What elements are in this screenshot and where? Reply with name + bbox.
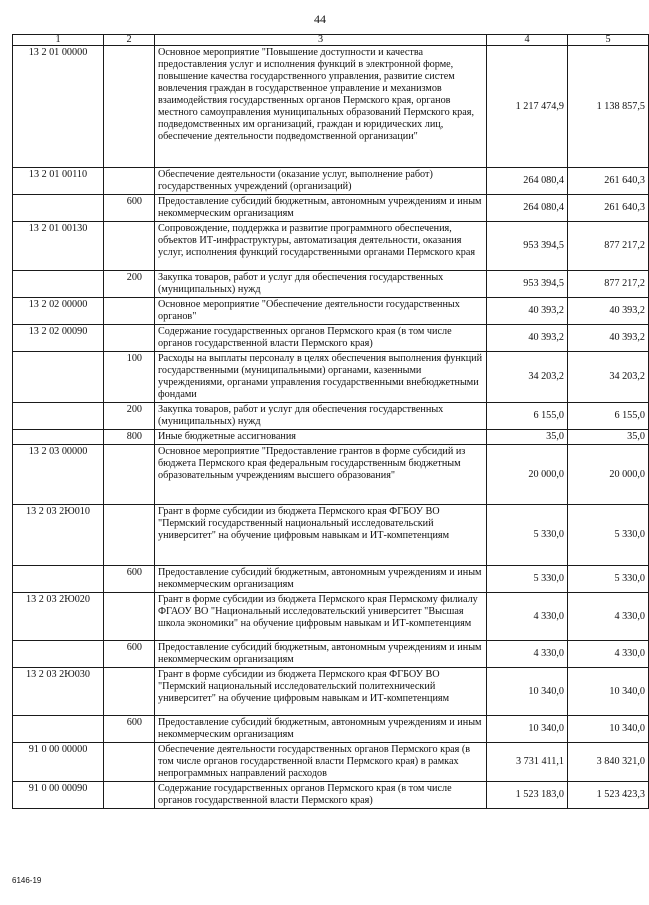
description-cell: Закупка товаров, работ и услуг для обеспечения государственных (муниципальных) нужд [155, 403, 487, 430]
table-row [13, 298, 649, 325]
type-cell [104, 222, 155, 271]
type-cell: 200 [104, 403, 155, 430]
description-cell: Предоставление субсидий бюджетным, автономным учреждениям и иным некоммерческим организациям [155, 641, 487, 668]
table-row [13, 168, 649, 195]
table-row [13, 445, 649, 505]
amount-2020-cell: 953 394,5 [487, 222, 568, 271]
amount-2021-cell: 20 000,0 [568, 445, 649, 505]
description-cell: Предоставление субсидий бюджетным, автономным учреждениям и иным некоммерческим организациям [155, 195, 487, 222]
code-cell: 13 2 03 2Ю030 [13, 668, 104, 716]
amount-2021-cell: 10 340,0 [568, 716, 649, 743]
amount-2020-cell: 40 393,2 [487, 325, 568, 352]
amount-2020-cell: 1 523 183,0 [487, 782, 568, 809]
table-row [13, 641, 649, 668]
code-cell: 13 2 01 00000 [13, 46, 104, 168]
description-cell: Расходы на выплаты персоналу в целях обеспечения выполнения функций государственными (муниципальными) органами, казенными учреждениями, органами управления государственными внебюджетными фондами [155, 352, 487, 403]
amount-2021-cell: 3 840 321,0 [568, 743, 649, 782]
table-row [13, 668, 649, 716]
description-cell: Обеспечение деятельности (оказание услуг, выполнение работ) государственных учреждений (организаций) [155, 168, 487, 195]
amount-2020-cell: 953 394,5 [487, 271, 568, 298]
amount-2021-cell: 1 138 857,5 [568, 46, 649, 168]
amount-2020-cell: 5 330,0 [487, 566, 568, 593]
amount-2020-cell: 5 330,0 [487, 505, 568, 566]
code-cell: 13 2 01 00130 [13, 222, 104, 271]
amount-2020-cell: 3 731 411,1 [487, 743, 568, 782]
code-cell [13, 195, 104, 222]
code-cell [13, 430, 104, 445]
table-row [13, 505, 649, 566]
type-cell: 200 [104, 271, 155, 298]
code-cell: 91 0 00 00000 [13, 743, 104, 782]
amount-2021-cell: 877 217,2 [568, 271, 649, 298]
code-cell: 13 2 03 2Ю020 [13, 593, 104, 641]
amount-2020-cell: 10 340,0 [487, 668, 568, 716]
code-cell: 91 0 00 00090 [13, 782, 104, 809]
code-cell [13, 352, 104, 403]
table-row [13, 593, 649, 641]
type-cell [104, 505, 155, 566]
amount-2020-cell: 40 393,2 [487, 298, 568, 325]
table-row [13, 222, 649, 271]
table-row [13, 271, 649, 298]
type-cell: 600 [104, 195, 155, 222]
column-header: 1 [13, 35, 104, 46]
description-cell: Основное мероприятие "Повышение доступности и качества предоставления услуг и исполнения функций в электронной форме, повышение качества государственного управления, развитие систем вовлечения граждан в государственное управление и механизмов взаимодействия государственных органов Пермского края, органов местного самоуправления муниципальных образований Пермского края, подведомственных им организаций, граждан и юридических лиц, обеспечение деятельности подведомственной организации" [155, 46, 487, 168]
amount-2020-cell: 1 217 474,9 [487, 46, 568, 168]
amount-2021-cell: 6 155,0 [568, 403, 649, 430]
description-cell: Грант в форме субсидии из бюджета Пермского края ФГБОУ ВО "Пермский национальный исследовательский политехнический университет" на обучение цифровым навыкам и ИТ-компетенциям [155, 668, 487, 716]
amount-2020-cell: 34 203,2 [487, 352, 568, 403]
amount-2020-cell: 4 330,0 [487, 593, 568, 641]
amount-2021-cell: 5 330,0 [568, 505, 649, 566]
type-cell [104, 668, 155, 716]
type-cell: 600 [104, 716, 155, 743]
description-cell: Иные бюджетные ассигнования [155, 430, 487, 445]
type-cell [104, 168, 155, 195]
amount-2021-cell: 1 523 423,3 [568, 782, 649, 809]
type-cell: 100 [104, 352, 155, 403]
type-cell [104, 298, 155, 325]
budget-table [12, 34, 649, 809]
code-cell [13, 403, 104, 430]
description-cell: Основное мероприятие "Обеспечение деятельности государственных органов" [155, 298, 487, 325]
table-row [13, 195, 649, 222]
table-row [13, 782, 649, 809]
amount-2021-cell: 261 640,3 [568, 195, 649, 222]
description-cell: Предоставление субсидий бюджетным, автономным учреждениям и иным некоммерческим организациям [155, 716, 487, 743]
amount-2021-cell: 34 203,2 [568, 352, 649, 403]
description-cell: Грант в форме субсидии из бюджета Пермского края Пермскому филиалу ФГАОУ ВО "Национальный исследовательский университет "Высшая школа экономики" на обучение цифровым навыкам и ИТ-компетенциям [155, 593, 487, 641]
amount-2021-cell: 877 217,2 [568, 222, 649, 271]
type-cell: 600 [104, 641, 155, 668]
description-cell: Основное мероприятие "Предоставление грантов в форме субсидий из бюджета Пермского края федеральным государственным бюджетным образовательным учреждениям высшего образования" [155, 445, 487, 505]
table-row [13, 46, 649, 168]
table-row [13, 743, 649, 782]
document-code: 6146-19 [12, 876, 42, 885]
amount-2021-cell: 40 393,2 [568, 298, 649, 325]
table-row [13, 430, 649, 445]
table-row [13, 716, 649, 743]
table-row [13, 325, 649, 352]
amount-2020-cell: 6 155,0 [487, 403, 568, 430]
type-cell [104, 46, 155, 168]
description-cell: Грант в форме субсидии из бюджета Пермского края ФГБОУ ВО "Пермский государственный национальный исследовательский университет" на обучение цифровым навыкам и ИТ-компетенциям [155, 505, 487, 566]
amount-2020-cell: 10 340,0 [487, 716, 568, 743]
amount-2020-cell: 4 330,0 [487, 641, 568, 668]
table-row [13, 352, 649, 403]
amount-2021-cell: 4 330,0 [568, 593, 649, 641]
amount-2021-cell: 35,0 [568, 430, 649, 445]
amount-2020-cell: 20 000,0 [487, 445, 568, 505]
column-header: 4 [487, 35, 568, 46]
code-cell: 13 2 03 00000 [13, 445, 104, 505]
type-cell: 800 [104, 430, 155, 445]
amount-2021-cell: 5 330,0 [568, 566, 649, 593]
code-cell: 13 2 03 2Ю010 [13, 505, 104, 566]
amount-2021-cell: 4 330,0 [568, 641, 649, 668]
description-cell: Предоставление субсидий бюджетным, автономным учреждениям и иным некоммерческим организациям [155, 566, 487, 593]
description-cell: Содержание государственных органов Пермского края (в том числе органов государственной власти Пермского края) [155, 782, 487, 809]
type-cell [104, 325, 155, 352]
code-cell [13, 641, 104, 668]
code-cell [13, 566, 104, 593]
code-cell: 13 2 02 00000 [13, 298, 104, 325]
amount-2021-cell: 261 640,3 [568, 168, 649, 195]
code-cell: 13 2 02 00090 [13, 325, 104, 352]
description-cell: Обеспечение деятельности государственных органов Пермского края (в том числе органов государственной власти Пермского края) в рамках непрограммных направлений расходов [155, 743, 487, 782]
amount-2020-cell: 264 080,4 [487, 168, 568, 195]
code-cell [13, 271, 104, 298]
amount-2021-cell: 40 393,2 [568, 325, 649, 352]
code-cell: 13 2 01 00110 [13, 168, 104, 195]
description-cell: Закупка товаров, работ и услуг для обеспечения государственных (муниципальных) нужд [155, 271, 487, 298]
description-cell: Сопровождение, поддержка и развитие программного обеспечения, объектов ИТ-инфраструктуры, автоматизация деятельности, оказания услуг, исполнения функций государственными органами Пермского края [155, 222, 487, 271]
description-cell: Содержание государственных органов Пермского края (в том числе органов государственной власти Пермского края) [155, 325, 487, 352]
page-number: 44 [314, 12, 326, 26]
table-header-row [13, 35, 649, 46]
amount-2020-cell: 264 080,4 [487, 195, 568, 222]
type-cell [104, 743, 155, 782]
type-cell [104, 445, 155, 505]
type-cell [104, 782, 155, 809]
column-header: 5 [568, 35, 649, 46]
amount-2021-cell: 10 340,0 [568, 668, 649, 716]
amount-2020-cell: 35,0 [487, 430, 568, 445]
column-header: 2 [104, 35, 155, 46]
table-row [13, 566, 649, 593]
type-cell: 600 [104, 566, 155, 593]
code-cell [13, 716, 104, 743]
table-row [13, 403, 649, 430]
column-header: 3 [155, 35, 487, 46]
type-cell [104, 593, 155, 641]
